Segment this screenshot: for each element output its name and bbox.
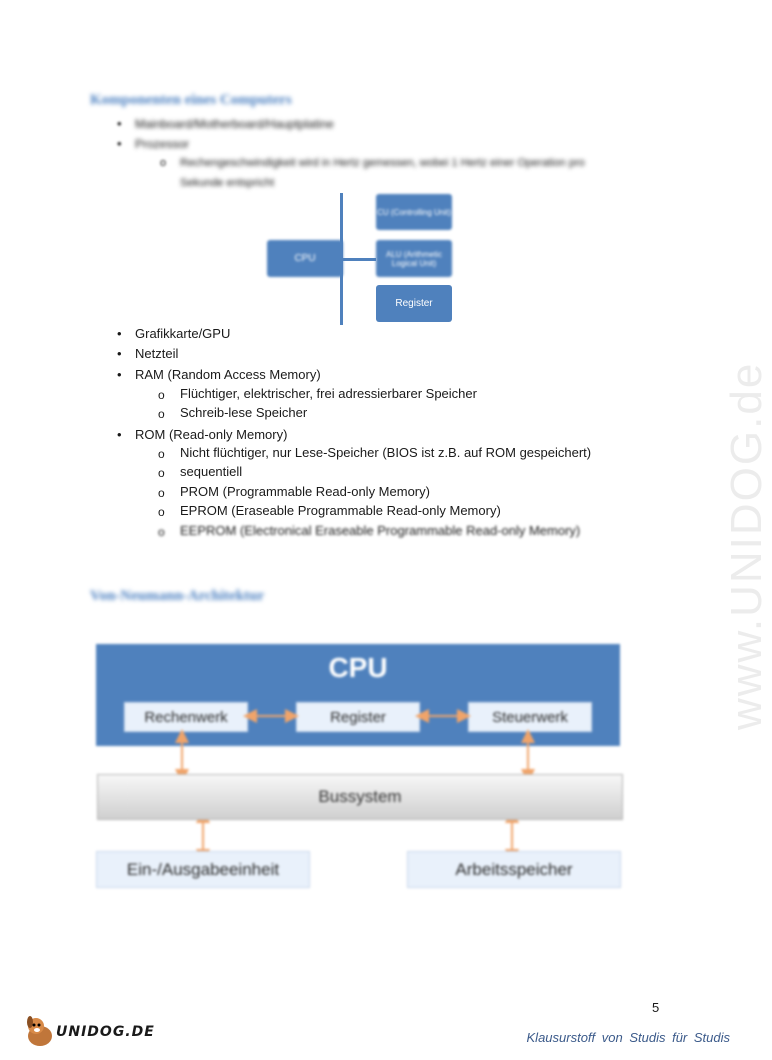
list-item-eprom: EPROM (Eraseable Programmable Read-only Memory) [180, 503, 501, 518]
dog-mascot-icon [22, 1014, 58, 1048]
io-unit-box: Ein-/Ausgabeeinheit [96, 851, 310, 888]
sub-bullet-mark: o [160, 157, 167, 169]
bussystem-bar: Bussystem [97, 774, 623, 820]
watermark-text: www.UNIDOG.de [722, 361, 771, 730]
list-item-hertz: Rechengeschwindigkeit wird in Hertz gemessen, wobei 1 Hertz einer Operation pro [180, 157, 585, 169]
list-item-rom: ROM (Read-only Memory) [135, 427, 288, 442]
sub-bullet-mark: o [158, 505, 165, 519]
section-heading-von-neumann: Von-Neumann-Architektur [90, 588, 265, 604]
memory-box: Arbeitsspeicher [407, 851, 621, 888]
list-item-prozessor: Prozessor [135, 137, 190, 151]
list-item-ram-schreib: Schreib-lese Speicher [180, 405, 308, 420]
rechenwerk-box: Rechenwerk [124, 702, 248, 732]
section-heading-components: Komponenten eines Computers [90, 92, 292, 108]
diagram-register-box: Register [376, 285, 452, 322]
diagram-alu-box: ALU (Arithmetic Logical Unit) [376, 240, 452, 277]
list-item-ram: RAM (Random Access Memory) [135, 367, 321, 382]
sub-bullet-mark: o [158, 466, 165, 480]
bullet-mark: • [117, 136, 122, 151]
sub-bullet-mark: o [158, 407, 165, 421]
list-item-hertz-cont: Sekunde entspricht [180, 177, 275, 189]
sub-bullet-mark: o [158, 525, 165, 539]
sub-bullet-mark: o [158, 447, 165, 461]
list-item-mainboard: Mainboard/Motherboard/Hauptplatine [135, 117, 334, 131]
sub-bullet-mark: o [158, 388, 165, 402]
list-item-gpu: Grafikkarte/GPU [135, 326, 231, 341]
list-item-netzteil: Netzteil [135, 346, 179, 361]
diagram-cu-box: CU (Controlling Unit) [376, 194, 452, 230]
bullet-mark: • [117, 427, 122, 442]
steuerwerk-box: Steuerwerk [468, 702, 592, 732]
list-item-ram-fluechtig: Flüchtiger, elektrischer, frei adressierbarer Speicher [180, 386, 477, 401]
list-item-prom: PROM (Programmable Read-only Memory) [180, 484, 430, 499]
bullet-mark: • [117, 367, 122, 382]
bullet-mark: • [117, 326, 122, 341]
logo-text: UNIDOG.DE [56, 1024, 155, 1040]
diagram-cpu-box: CPU [267, 240, 343, 277]
sub-bullet-mark: o [158, 486, 165, 500]
page-number: 5 [652, 1000, 660, 1015]
footer-tagline: Klausurstoff von Studis für Studis [526, 1030, 730, 1045]
unidog-logo [22, 1014, 155, 1048]
cpu-title: CPU [328, 652, 388, 683]
list-item-eeprom: EEPROM (Electronical Eraseable Programmable Read-only Memory) [180, 523, 581, 538]
list-item-rom-nicht-fluechtig: Nicht flüchtiger, nur Lese-Speicher (BIOS ist z.B. auf ROM gespeichert) [180, 445, 592, 460]
bullet-mark: • [117, 346, 122, 361]
bullet-mark: • [117, 116, 122, 131]
list-item-rom-sequentiell: sequentiell [180, 464, 243, 479]
register-box: Register [296, 702, 420, 732]
